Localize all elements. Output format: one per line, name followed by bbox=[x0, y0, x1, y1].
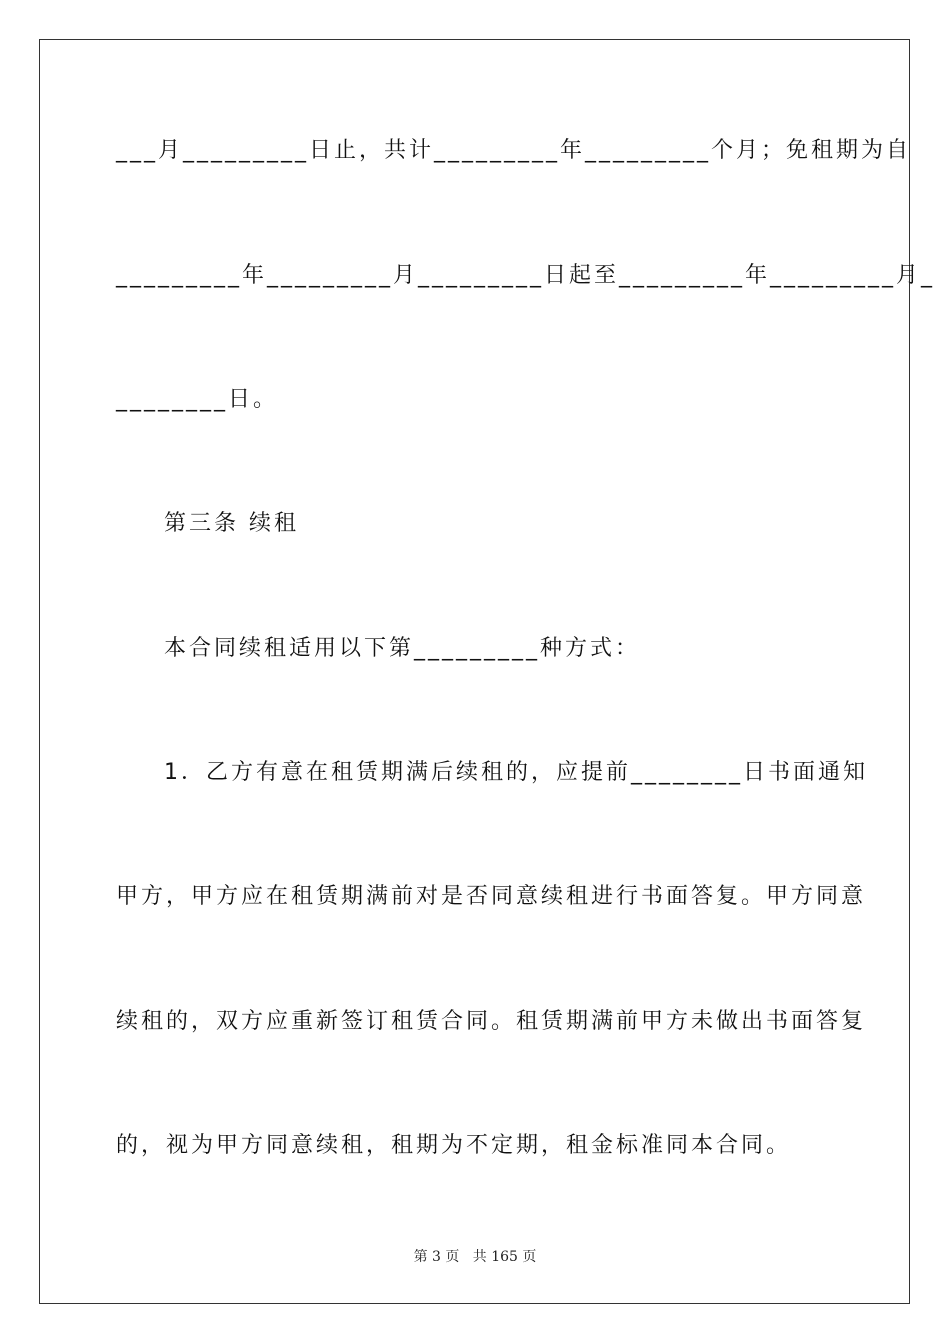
text-line-2: _________年_________月_________日起至_________年_________月_ bbox=[116, 263, 936, 288]
text-line-3: ________日。 bbox=[116, 387, 279, 412]
text-line-8: 续租的，双方应重新签订租赁合同。租赁期满前甲方未做出书面答复 bbox=[116, 1009, 867, 1034]
section-heading: 第三条 续租 bbox=[164, 511, 299, 536]
page-frame bbox=[39, 39, 910, 1304]
text-line-1: ___月_________日止，共计_________年_________个月；免租期为自 bbox=[116, 138, 912, 163]
text-line-5: 本合同续租适用以下第_________种方式： bbox=[164, 636, 641, 661]
page-number-footer: 第 3 页 共 165 页 bbox=[413, 1249, 537, 1265]
text-line-6: 1．乙方有意在租赁期满后续租的，应提前________日书面通知 bbox=[164, 760, 868, 785]
text-line-9: 的，视为甲方同意续租，租期为不定期，租金标准同本合同。 bbox=[116, 1133, 792, 1158]
text-line-7: 甲方，甲方应在租赁期满前对是否同意续租进行书面答复。甲方同意 bbox=[116, 884, 867, 909]
